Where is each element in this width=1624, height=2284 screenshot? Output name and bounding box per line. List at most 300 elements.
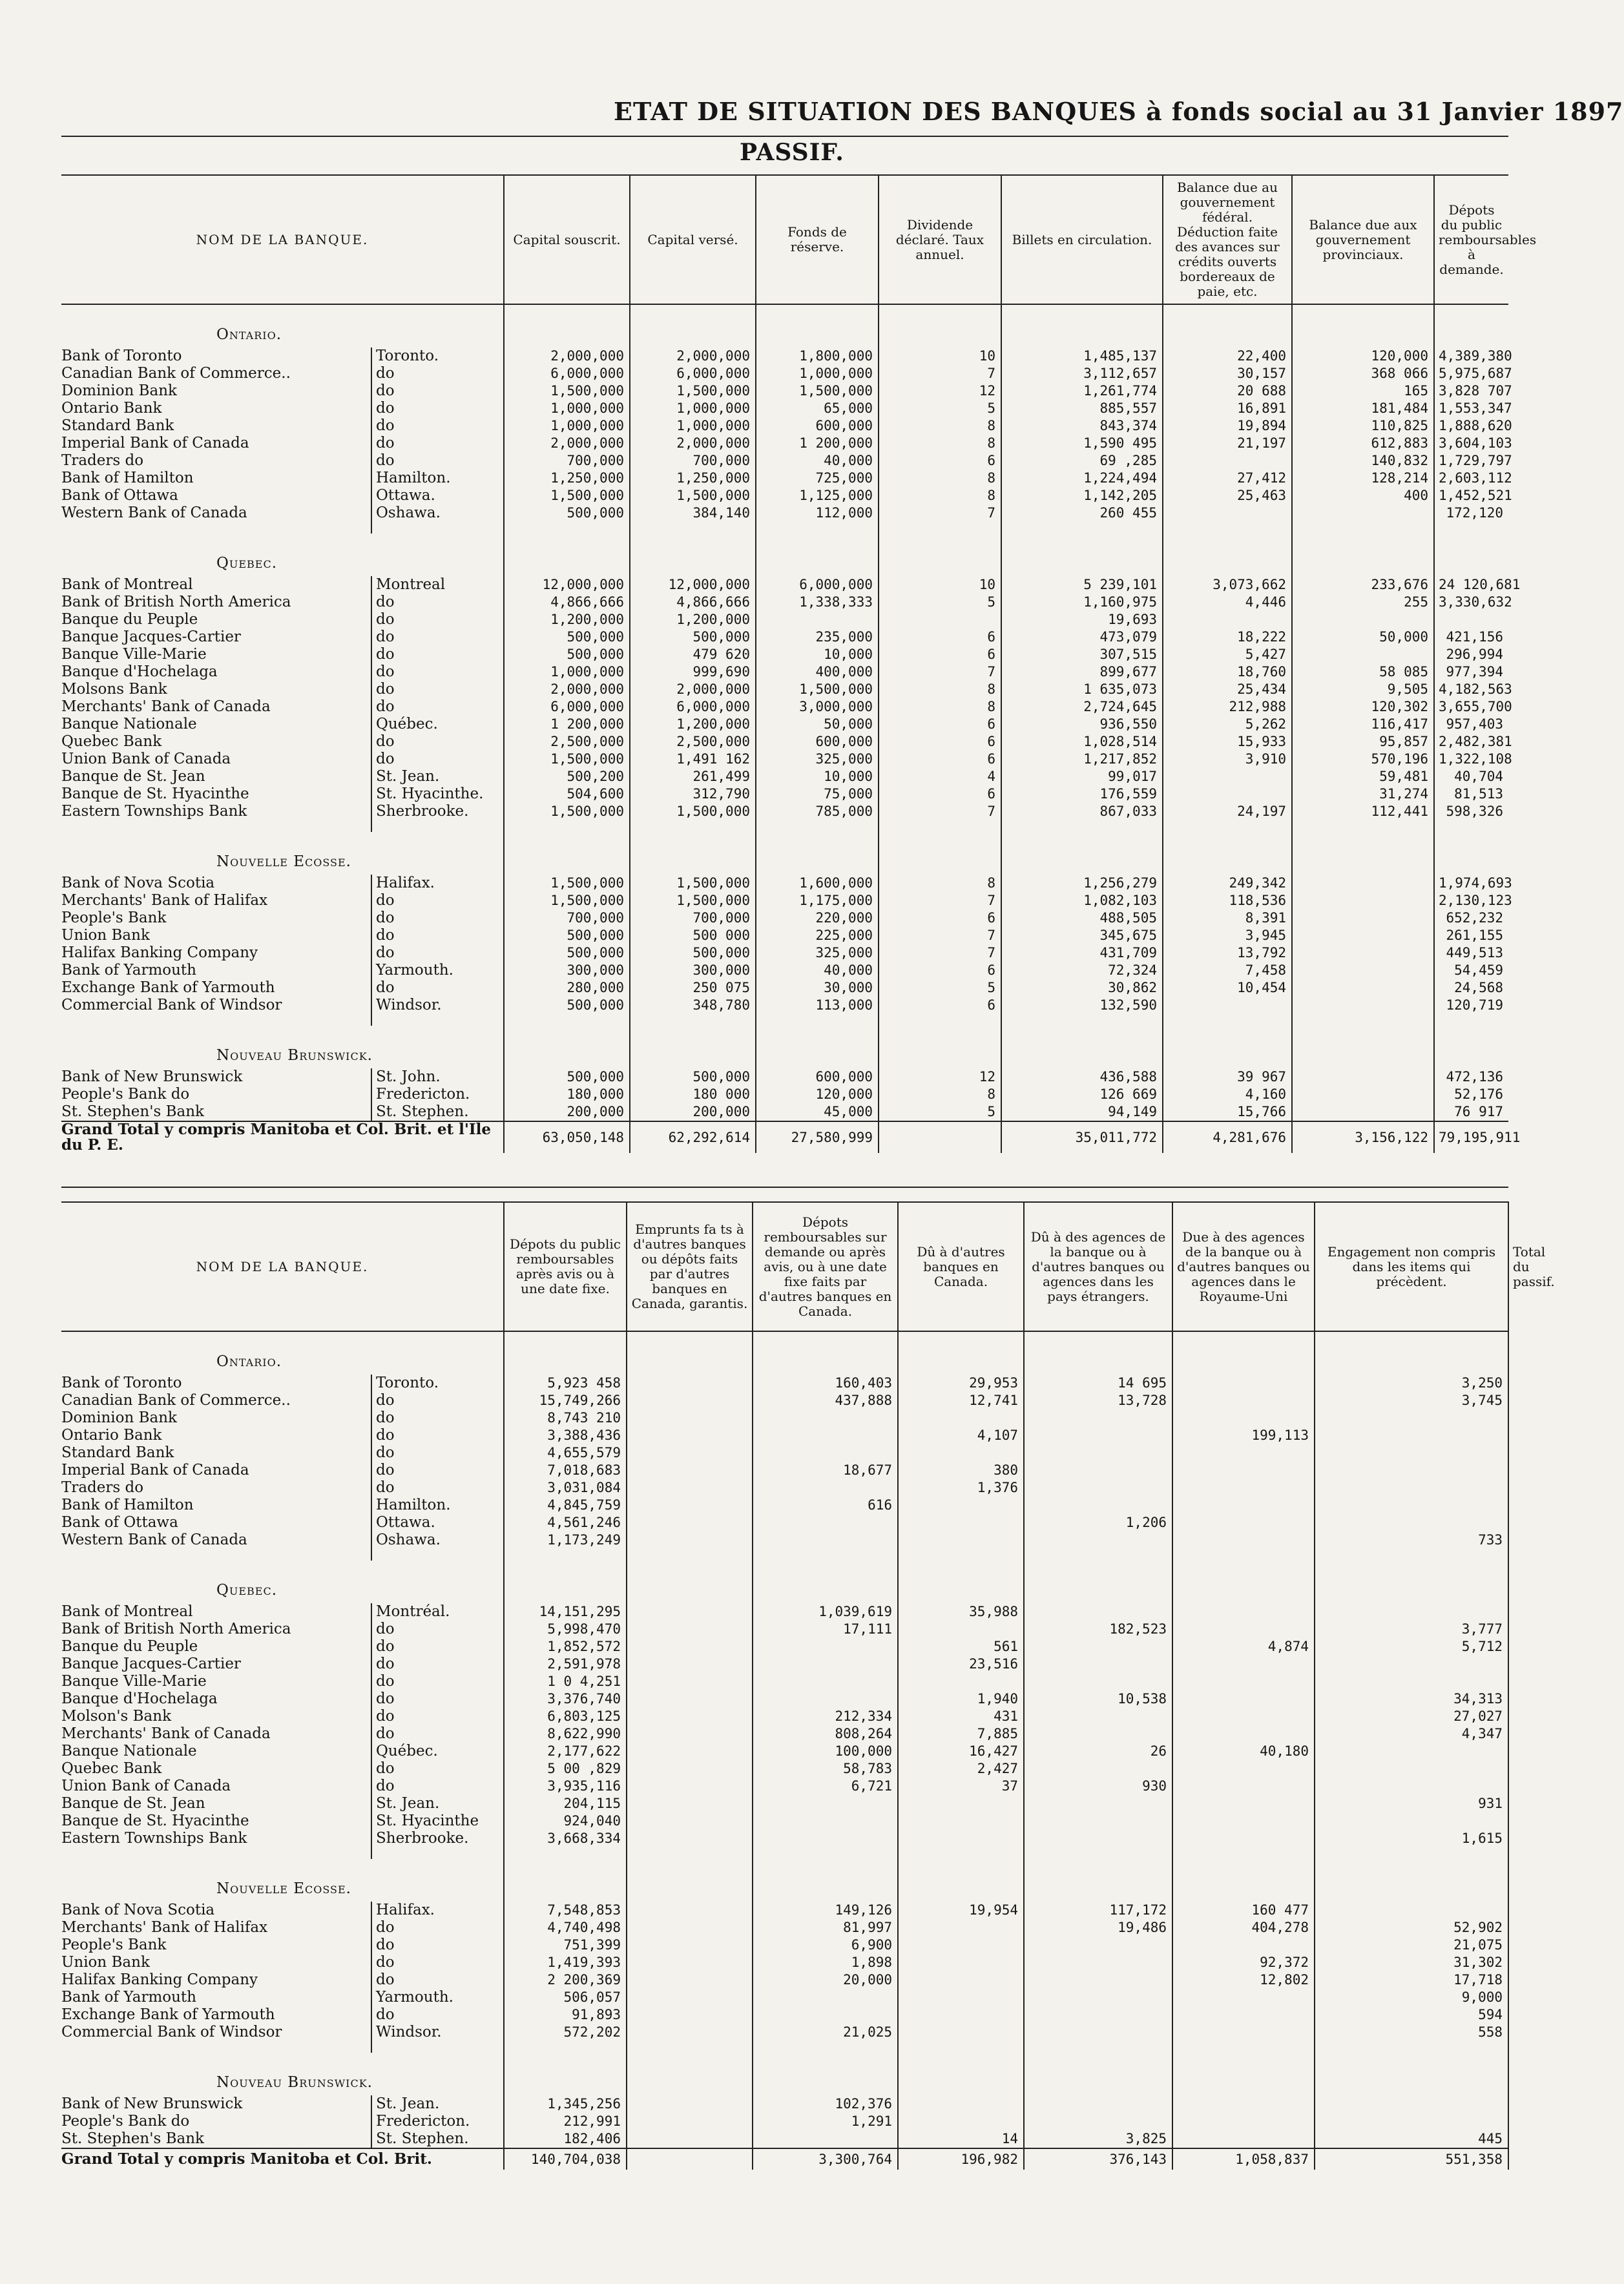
amount-cell xyxy=(627,1656,753,1673)
amount-cell xyxy=(1315,1479,1508,1497)
section-gap xyxy=(61,522,1508,534)
table-header-row: NOM DE LA BANQUE. Dépots du public remboursables après avis ou à une date fixe. Emprunts fa ts à d'autres banques ou dépôts faits par d'autres banques en Canada, garantis. Dépots remboursables sur demande ou après avis, ou à une date fixe faits par d'autres banques en Canada. Dû à d'autres banques en Canada. Dû à des agences de la banque ou à d'autres banques ou agences dans les pays étrangers. Due à des agences de la banque ou à d'autres banques ou agences dans le Royaume-Uni Engagement non compris dans les items qui précèdent. Total du passif. xyxy=(61,1202,1508,1331)
amount-cell xyxy=(1292,909,1434,927)
bank-row xyxy=(61,927,1508,944)
amount-cell: 4,740,498 xyxy=(504,1919,627,1936)
bank-row xyxy=(61,2006,1508,2024)
amount-cell: 445 xyxy=(1315,2130,1508,2148)
amount-cell xyxy=(1292,504,1434,522)
amount-cell: 20,000 xyxy=(753,1971,898,1989)
amount-cell: 100,000 xyxy=(753,1743,898,1760)
bank-row xyxy=(61,1086,1508,1103)
amount-cell: 5,998,470 xyxy=(504,1621,627,1638)
amount-cell xyxy=(753,1830,898,1847)
bank-city: do xyxy=(371,365,504,382)
bank-row xyxy=(61,1444,1508,1462)
bank-row xyxy=(61,1989,1508,2006)
amount-cell xyxy=(1163,997,1292,1014)
bank-row xyxy=(61,1392,1508,1409)
bank-city: Fredericton. xyxy=(371,2113,504,2130)
bank-name: Bank of Yarmouth xyxy=(61,1989,196,2006)
amount-cell: 140,832 xyxy=(1292,452,1434,470)
column-header-capital-subscribed: Capital souscrit. xyxy=(504,175,630,304)
bank-row xyxy=(61,681,1508,698)
bank-name: Halifax Banking Company xyxy=(61,1971,258,1988)
bank-row xyxy=(61,417,1508,435)
amount-cell: 6 xyxy=(879,751,1001,768)
bank-row xyxy=(61,1621,1508,1638)
amount-cell xyxy=(627,1531,753,1549)
amount-cell: 4,874 xyxy=(1172,1638,1315,1656)
bank-row xyxy=(61,452,1508,470)
bank-row xyxy=(61,944,1508,962)
amount-cell: 700,000 xyxy=(504,452,630,470)
amount-cell: 5,923 458 xyxy=(504,1375,627,1392)
bank-city: Hamilton. xyxy=(371,1497,504,1514)
bank-row xyxy=(61,504,1508,522)
amount-cell: 8 xyxy=(879,698,1001,716)
amount-cell xyxy=(627,2113,753,2130)
amount-cell: 473,079 xyxy=(1001,628,1163,646)
amount-cell: 3,330,632 xyxy=(1434,594,1508,611)
amount-cell: 500 000 xyxy=(630,927,756,944)
bank-name: People's Bank xyxy=(61,1936,167,1953)
amount-cell xyxy=(627,1673,753,1690)
amount-cell: 1,500,000 xyxy=(630,382,756,400)
amount-cell: 15,933 xyxy=(1163,733,1292,751)
amount-cell: 6 xyxy=(879,785,1001,803)
amount-cell: 8 xyxy=(879,435,1001,452)
province-heading: Quebec. xyxy=(216,555,278,572)
amount-cell: 10,538 xyxy=(1024,1690,1172,1708)
amount-cell: 7 xyxy=(879,892,1001,909)
amount-cell: 3,376,740 xyxy=(504,1690,627,1708)
bank-name: Banque Jacques-Cartier xyxy=(61,1656,241,1672)
amount-cell: 39 967 xyxy=(1163,1068,1292,1086)
amount-cell: 16,427 xyxy=(898,1743,1024,1760)
amount-cell: 1 200,000 xyxy=(756,435,879,452)
amount-cell: 10 xyxy=(879,348,1001,365)
amount-cell xyxy=(627,1971,753,1989)
amount-cell: 380 xyxy=(898,1462,1024,1479)
amount-cell: 1,224,494 xyxy=(1001,470,1163,487)
amount-cell xyxy=(1315,2095,1508,2113)
amount-cell xyxy=(1172,1409,1315,1427)
bank-name: People's Bank do xyxy=(61,2113,190,2130)
amount-cell xyxy=(1172,1830,1315,1847)
bank-city: do xyxy=(371,1673,504,1690)
bank-city: Québec. xyxy=(371,1743,504,1760)
amount-cell: 500,000 xyxy=(504,997,630,1014)
amount-cell: 112,441 xyxy=(1292,803,1434,820)
amount-cell xyxy=(1172,1812,1315,1830)
province-heading: Nouvelle Ecosse. xyxy=(216,853,351,870)
amount-cell: 4,107 xyxy=(898,1427,1024,1444)
amount-cell xyxy=(898,1514,1024,1531)
amount-cell: 312,790 xyxy=(630,785,756,803)
amount-cell xyxy=(1315,1514,1508,1531)
amount-cell: 12 xyxy=(879,1068,1001,1086)
grand-total-cell: 27,580,999 xyxy=(756,1121,879,1153)
amount-cell xyxy=(898,1936,1024,1954)
amount-cell: 400 xyxy=(1292,487,1434,504)
amount-cell xyxy=(1315,1656,1508,1673)
amount-cell: 21,075 xyxy=(1315,1936,1508,1954)
grand-total-cell: 1,058,837 xyxy=(1172,2148,1315,2170)
amount-cell xyxy=(898,1795,1024,1812)
bank-city: do xyxy=(371,927,504,944)
grand-total-cell: 376,143 xyxy=(1024,2148,1172,2170)
amount-cell xyxy=(1024,1954,1172,1971)
bank-name: Bank of Montreal xyxy=(61,576,193,593)
amount-cell: 885,557 xyxy=(1001,400,1163,417)
grand-total-cell: 196,982 xyxy=(898,2148,1024,2170)
bank-name: Banque de St. Hyacinthe xyxy=(61,785,249,802)
bank-city: do xyxy=(371,663,504,681)
amount-cell xyxy=(1292,646,1434,663)
bank-name: Bank of Toronto xyxy=(61,1375,182,1391)
bank-name: Banque Ville-Marie xyxy=(61,1673,207,1690)
amount-cell: 7 xyxy=(879,803,1001,820)
bank-name: Canadian Bank of Commerce.. xyxy=(61,365,291,382)
amount-cell: 27,027 xyxy=(1315,1708,1508,1725)
amount-cell: 27,412 xyxy=(1163,470,1292,487)
amount-cell xyxy=(1172,2095,1315,2113)
province-heading: Nouveau Brunswick. xyxy=(216,2074,373,2091)
amount-cell: 233,676 xyxy=(1292,576,1434,594)
bank-city: do xyxy=(371,1760,504,1778)
amount-cell: 6 xyxy=(879,962,1001,979)
bank-name: Bank of Nova Scotia xyxy=(61,1902,215,1918)
amount-cell: 4,655,579 xyxy=(504,1444,627,1462)
bank-city: Toronto. xyxy=(371,1375,504,1392)
amount-cell: 69 ,285 xyxy=(1001,452,1163,470)
amount-cell xyxy=(1172,2024,1315,2041)
bank-row xyxy=(61,979,1508,997)
amount-cell: 22,400 xyxy=(1163,348,1292,365)
amount-cell: 9,505 xyxy=(1292,681,1434,698)
bank-row xyxy=(61,365,1508,382)
amount-cell: 7 xyxy=(879,504,1001,522)
amount-cell: 91,893 xyxy=(504,2006,627,2024)
amount-cell: 1,250,000 xyxy=(630,470,756,487)
bank-city: St. John. xyxy=(371,1068,504,1086)
amount-cell: 260 455 xyxy=(1001,504,1163,522)
amount-cell: 21,197 xyxy=(1163,435,1292,452)
amount-cell: 18,222 xyxy=(1163,628,1292,646)
amount-cell xyxy=(1292,962,1434,979)
amount-cell xyxy=(1024,1531,1172,1549)
column-header-due-to-canadian-banks: Dû à d'autres banques en Canada. xyxy=(898,1202,1024,1331)
amount-cell: 182,523 xyxy=(1024,1621,1172,1638)
amount-cell: 102,376 xyxy=(753,2095,898,2113)
amount-cell xyxy=(1315,1444,1508,1462)
bank-city: do xyxy=(371,733,504,751)
amount-cell: 1,000,000 xyxy=(630,400,756,417)
amount-cell: 235,000 xyxy=(756,628,879,646)
amount-cell: 1,553,347 xyxy=(1434,400,1508,417)
bank-row xyxy=(61,751,1508,768)
amount-cell: 6,000,000 xyxy=(756,576,879,594)
amount-cell: 957,403 xyxy=(1434,716,1508,733)
amount-cell xyxy=(1172,1690,1315,1708)
amount-cell: 3,000,000 xyxy=(756,698,879,716)
amount-cell: 899,677 xyxy=(1001,663,1163,681)
amount-cell xyxy=(627,1392,753,1409)
amount-cell: 5,712 xyxy=(1315,1638,1508,1656)
amount-cell: 600,000 xyxy=(756,1068,879,1086)
amount-cell: 1,217,852 xyxy=(1001,751,1163,768)
grand-total-cell: 4,281,676 xyxy=(1163,1121,1292,1153)
amount-cell xyxy=(1024,1638,1172,1656)
amount-cell: 751,399 xyxy=(504,1936,627,1954)
amount-cell: 1,491 162 xyxy=(630,751,756,768)
amount-cell: 930 xyxy=(1024,1778,1172,1795)
amount-cell xyxy=(898,1621,1024,1638)
amount-cell xyxy=(1292,979,1434,997)
amount-cell: 1,500,000 xyxy=(504,751,630,768)
amount-cell: 6,803,125 xyxy=(504,1708,627,1725)
amount-cell: 132,590 xyxy=(1001,997,1163,1014)
amount-cell xyxy=(1024,1444,1172,1462)
amount-cell xyxy=(1292,1103,1434,1121)
amount-cell xyxy=(627,1902,753,1919)
bank-city: Montréal. xyxy=(371,1603,504,1621)
amount-cell xyxy=(627,1936,753,1954)
amount-cell: 368 066 xyxy=(1292,365,1434,382)
bank-name: Bank of Ottawa xyxy=(61,487,178,504)
amount-cell xyxy=(627,1444,753,1462)
amount-cell: 4,561,246 xyxy=(504,1514,627,1531)
bank-row xyxy=(61,487,1508,504)
amount-cell: 35,988 xyxy=(898,1603,1024,1621)
amount-cell: 4,845,759 xyxy=(504,1497,627,1514)
amount-cell: 120,302 xyxy=(1292,698,1434,716)
amount-cell xyxy=(1315,1462,1508,1479)
amount-cell: 8,743 210 xyxy=(504,1409,627,1427)
amount-cell xyxy=(1315,1673,1508,1690)
amount-cell: 2,603,112 xyxy=(1434,470,1508,487)
amount-cell: 300,000 xyxy=(630,962,756,979)
amount-cell: 1,888,620 xyxy=(1434,417,1508,435)
bank-row xyxy=(61,594,1508,611)
amount-cell: 59,481 xyxy=(1292,768,1434,785)
bank-name: Banque de St. Hyacinthe xyxy=(61,1812,249,1829)
amount-cell: 3,073,662 xyxy=(1163,576,1292,594)
amount-cell: 4,182,563 xyxy=(1434,681,1508,698)
amount-cell: 8 xyxy=(879,487,1001,504)
amount-cell xyxy=(1163,768,1292,785)
amount-cell xyxy=(1172,1392,1315,1409)
bank-row xyxy=(61,1409,1508,1427)
amount-cell xyxy=(898,1497,1024,1514)
bank-name: Bank of British North America xyxy=(61,594,291,610)
bank-row xyxy=(61,1531,1508,1549)
amount-cell: 24 120,681 xyxy=(1434,576,1508,594)
amount-cell: 92,372 xyxy=(1172,1954,1315,1971)
document-subtitle: PASSIF. xyxy=(740,139,844,166)
bank-name: Merchants' Bank of Halifax xyxy=(61,892,268,909)
amount-cell: 160,403 xyxy=(753,1375,898,1392)
amount-cell xyxy=(627,2024,753,2041)
bank-city: do xyxy=(371,698,504,716)
amount-cell xyxy=(1024,2024,1172,2041)
amount-cell: 12 xyxy=(879,382,1001,400)
bank-name: Exchange Bank of Yarmouth xyxy=(61,2006,275,2023)
bank-name: Banque Nationale xyxy=(61,1743,197,1760)
amount-cell: 1,898 xyxy=(753,1954,898,1971)
amount-cell: 3,825 xyxy=(1024,2130,1172,2148)
bank-row xyxy=(61,663,1508,681)
amount-cell: 500,000 xyxy=(630,944,756,962)
amount-cell xyxy=(627,1690,753,1708)
bank-row xyxy=(61,470,1508,487)
table-separator-rule xyxy=(61,1187,1508,1188)
amount-cell: 18,677 xyxy=(753,1462,898,1479)
amount-cell: 700,000 xyxy=(630,909,756,927)
amount-cell: 307,515 xyxy=(1001,646,1163,663)
amount-cell: 3,777 xyxy=(1315,1621,1508,1638)
bank-city: do xyxy=(371,1725,504,1743)
bank-city: do xyxy=(371,2006,504,2024)
bank-city: Sherbrooke. xyxy=(371,1830,504,1847)
amount-cell: 25,463 xyxy=(1163,487,1292,504)
amount-cell xyxy=(627,1919,753,1936)
amount-cell xyxy=(627,1514,753,1531)
amount-cell: 1,200,000 xyxy=(630,611,756,628)
amount-cell: 1,028,514 xyxy=(1001,733,1163,751)
bank-city: Halifax. xyxy=(371,875,504,892)
amount-cell: 6,000,000 xyxy=(630,698,756,716)
amount-cell: 6 xyxy=(879,452,1001,470)
amount-cell xyxy=(753,1531,898,1549)
amount-cell: 1,000,000 xyxy=(504,663,630,681)
amount-cell: 600,000 xyxy=(756,417,879,435)
amount-cell: 936,550 xyxy=(1001,716,1163,733)
amount-cell: 72,324 xyxy=(1001,962,1163,979)
amount-cell: 34,313 xyxy=(1315,1690,1508,1708)
amount-cell xyxy=(627,1621,753,1638)
bank-name: Merchants' Bank of Canada xyxy=(61,698,271,715)
amount-cell: 449,513 xyxy=(1434,944,1508,962)
column-header-dividend: Dividende déclaré. Taux annuel. xyxy=(879,175,1001,304)
amount-cell xyxy=(753,2006,898,2024)
bank-name: Standard Bank xyxy=(61,1444,174,1461)
amount-cell xyxy=(753,1795,898,1812)
amount-cell xyxy=(879,611,1001,628)
amount-cell xyxy=(627,1479,753,1497)
bank-row xyxy=(61,909,1508,927)
bank-row xyxy=(61,1725,1508,1743)
amount-cell: 977,394 xyxy=(1434,663,1508,681)
bank-city: do xyxy=(371,1954,504,1971)
amount-cell: 5 xyxy=(879,1103,1001,1121)
bank-name: Standard Bank xyxy=(61,417,174,434)
amount-cell: 488,505 xyxy=(1001,909,1163,927)
bank-name: Traders do xyxy=(61,1479,144,1496)
amount-cell: 1,500,000 xyxy=(630,892,756,909)
bank-city: do xyxy=(371,611,504,628)
amount-cell xyxy=(1172,2130,1315,2148)
amount-cell: 500,000 xyxy=(504,504,630,522)
amount-cell: 118,536 xyxy=(1163,892,1292,909)
amount-cell: 7 xyxy=(879,365,1001,382)
column-header-due-to-uk-agencies: Due à des agences de la banque ou à d'autres banques ou agences dans le Royaume-Uni xyxy=(1172,1202,1315,1331)
bank-city: do xyxy=(371,646,504,663)
amount-cell: 561 xyxy=(898,1638,1024,1656)
amount-cell xyxy=(753,1427,898,1444)
amount-cell xyxy=(753,1409,898,1427)
amount-cell: 1,500,000 xyxy=(504,892,630,909)
amount-cell: 843,374 xyxy=(1001,417,1163,435)
province-heading: Nouveau Brunswick. xyxy=(216,1047,373,1064)
column-header-bank-name: NOM DE LA BANQUE. xyxy=(61,175,504,304)
bank-name: Eastern Townships Bank xyxy=(61,1830,247,1847)
amount-cell: 6,721 xyxy=(753,1778,898,1795)
bank-city: do xyxy=(371,1621,504,1638)
province-heading-row xyxy=(61,304,1508,348)
amount-cell: 500,000 xyxy=(504,646,630,663)
bank-row xyxy=(61,1068,1508,1086)
bank-name: Banque Nationale xyxy=(61,716,197,732)
province-heading: Ontario. xyxy=(216,326,282,343)
bank-name: Dominion Bank xyxy=(61,382,177,399)
amount-cell: 24,197 xyxy=(1163,803,1292,820)
amount-cell xyxy=(753,1638,898,1656)
amount-cell: 12,802 xyxy=(1172,1971,1315,1989)
amount-cell xyxy=(1172,1673,1315,1690)
bank-city: do xyxy=(371,909,504,927)
amount-cell: 3,388,436 xyxy=(504,1427,627,1444)
bank-row xyxy=(61,1760,1508,1778)
amount-cell: 16,891 xyxy=(1163,400,1292,417)
amount-cell: 120,719 xyxy=(1434,997,1508,1014)
amount-cell xyxy=(1024,1989,1172,2006)
amount-cell: 14 xyxy=(898,2130,1024,2148)
amount-cell: 149,126 xyxy=(753,1902,898,1919)
bank-city: do xyxy=(371,1392,504,1409)
bank-row xyxy=(61,875,1508,892)
amount-cell: 52,902 xyxy=(1315,1919,1508,1936)
amount-cell xyxy=(1024,2006,1172,2024)
column-header-provincial-balance: Balance due aux gouvernement provinciaux. xyxy=(1292,175,1434,304)
bank-row xyxy=(61,1954,1508,1971)
bank-city: Fredericton. xyxy=(371,1086,504,1103)
amount-cell: 1,485,137 xyxy=(1001,348,1163,365)
amount-cell: 598,326 xyxy=(1434,803,1508,820)
amount-cell: 1,261,774 xyxy=(1001,382,1163,400)
amount-cell: 2,591,978 xyxy=(504,1656,627,1673)
amount-cell xyxy=(1292,611,1434,628)
amount-cell: 1,600,000 xyxy=(756,875,879,892)
bank-city: St. Stephen. xyxy=(371,2130,504,2148)
amount-cell xyxy=(1024,1812,1172,1830)
amount-cell xyxy=(627,1375,753,1392)
amount-cell: 1 200,000 xyxy=(504,716,630,733)
grand-total-row xyxy=(61,2148,1508,2170)
province-heading: Nouvelle Ecosse. xyxy=(216,1880,351,1897)
amount-cell xyxy=(1163,504,1292,522)
amount-cell xyxy=(627,2006,753,2024)
bank-name: Union Bank xyxy=(61,1954,150,1971)
amount-cell: 431,709 xyxy=(1001,944,1163,962)
amount-cell: 23,516 xyxy=(898,1656,1024,1673)
bank-name: Ontario Bank xyxy=(61,1427,162,1444)
grand-total-cell: 35,011,772 xyxy=(1001,1121,1163,1153)
amount-cell xyxy=(1315,1427,1508,1444)
amount-cell: 1,729,797 xyxy=(1434,452,1508,470)
amount-cell xyxy=(898,1830,1024,1847)
